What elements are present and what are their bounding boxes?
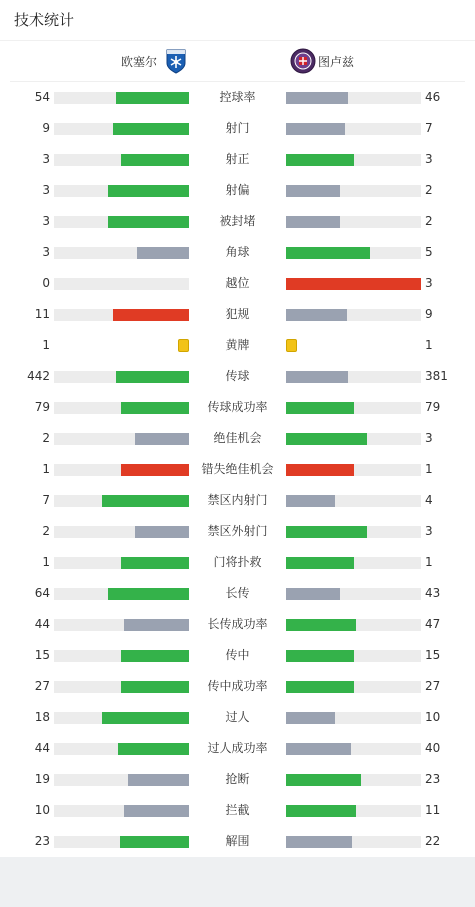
home-value: 7	[42, 493, 50, 507]
stat-row	[0, 175, 475, 206]
home-value: 3	[42, 152, 50, 166]
stat-row	[0, 330, 475, 361]
away-bar	[286, 743, 351, 755]
away-value: 3	[425, 276, 433, 290]
away-bar-track	[286, 526, 421, 538]
home-value: 442	[27, 369, 50, 383]
stat-label: 过人成功率	[207, 741, 268, 755]
stat-row	[0, 268, 475, 299]
away-bar-track	[286, 278, 421, 290]
home-bar	[121, 557, 189, 569]
stat-row	[0, 423, 475, 454]
auxerre-logo-icon	[163, 48, 189, 74]
away-value: 10	[425, 710, 441, 724]
home-value: 3	[42, 183, 50, 197]
away-value: 4	[425, 493, 433, 507]
home-bar	[116, 92, 189, 104]
stat-row	[0, 578, 475, 609]
home-value: 11	[34, 307, 50, 321]
home-value: 3	[42, 214, 50, 228]
stat-label: 犯规	[225, 307, 250, 321]
away-bar	[286, 216, 340, 228]
home-value: 79	[34, 400, 50, 414]
stat-label: 错失绝佳机会	[201, 462, 274, 476]
away-bar	[286, 154, 354, 166]
home-bar	[113, 309, 189, 321]
home-bar-track	[54, 278, 189, 290]
stat-row	[0, 299, 475, 330]
away-value: 22	[425, 834, 441, 848]
away-bar-track	[286, 836, 421, 848]
home-value: 15	[34, 648, 50, 662]
stat-row	[0, 671, 475, 702]
home-bar-track	[54, 774, 189, 786]
away-bar-track	[286, 185, 421, 197]
home-bar-track	[54, 836, 189, 848]
home-value: 1	[42, 338, 50, 352]
stat-row	[0, 733, 475, 764]
home-bar-track	[54, 402, 189, 414]
away-bar	[286, 402, 354, 414]
home-bar-track	[54, 743, 189, 755]
away-bar-track	[286, 495, 421, 507]
home-bar	[121, 650, 189, 662]
stat-row	[0, 826, 475, 857]
home-bar	[128, 774, 189, 786]
stat-row	[0, 795, 475, 826]
away-bar	[286, 588, 340, 600]
stat-row	[0, 361, 475, 392]
home-bar-track	[54, 619, 189, 631]
home-bar-track	[54, 495, 189, 507]
stat-label: 黄牌	[225, 338, 250, 352]
home-bar	[108, 185, 189, 197]
away-value: 2	[425, 183, 433, 197]
away-bar-track	[286, 805, 421, 817]
away-bar-track	[286, 712, 421, 724]
away-bar	[286, 464, 354, 476]
toulouse-logo-icon	[290, 48, 316, 74]
away-value: 3	[425, 431, 433, 445]
away-value: 1	[425, 555, 433, 569]
away-value: 1	[425, 338, 433, 352]
home-bar	[108, 216, 189, 228]
home-bar-track	[54, 247, 189, 259]
stat-label: 射门	[225, 121, 250, 135]
home-team-name: 欧塞尔	[120, 54, 157, 69]
home-bar-track	[54, 123, 189, 135]
stat-label: 解围	[225, 834, 250, 848]
home-bar-track	[54, 464, 189, 476]
away-bar	[286, 247, 370, 259]
home-bar	[124, 805, 189, 817]
away-bar	[286, 526, 367, 538]
away-bar-track	[286, 123, 421, 135]
stat-label: 传中成功率	[207, 679, 268, 693]
home-bar	[137, 247, 189, 259]
home-bar	[118, 743, 189, 755]
home-bar	[116, 371, 189, 383]
home-value: 18	[34, 710, 50, 724]
stat-row	[0, 485, 475, 516]
away-bar	[286, 557, 354, 569]
away-bar-track	[286, 774, 421, 786]
away-bar-track	[286, 743, 421, 755]
stat-row	[0, 113, 475, 144]
home-bar	[135, 526, 189, 538]
home-team[interactable]	[121, 41, 189, 81]
away-bar-track	[286, 557, 421, 569]
home-bar-track	[54, 185, 189, 197]
home-bar-track	[54, 371, 189, 383]
away-bar	[286, 433, 367, 445]
away-bar-track	[286, 464, 421, 476]
home-bar	[124, 619, 189, 631]
away-value: 27	[425, 679, 441, 693]
away-bar-track	[286, 650, 421, 662]
home-bar	[121, 402, 189, 414]
away-bar	[286, 371, 348, 383]
home-value: 54	[34, 90, 50, 104]
away-bar-track	[286, 247, 421, 259]
stat-label: 射偏	[225, 183, 250, 197]
away-value: 9	[425, 307, 433, 321]
home-bar-track	[54, 154, 189, 166]
away-bar	[286, 309, 347, 321]
stat-row	[0, 392, 475, 423]
away-bar	[286, 619, 356, 631]
away-bar	[286, 712, 335, 724]
home-bar-track	[54, 681, 189, 693]
home-bar	[113, 123, 189, 135]
away-value: 43	[425, 586, 441, 600]
stat-label: 射正	[225, 152, 250, 166]
away-bar	[286, 836, 352, 848]
away-value: 47	[425, 617, 441, 631]
home-value: 0	[42, 276, 50, 290]
away-value: 23	[425, 772, 441, 786]
away-value: 79	[425, 400, 441, 414]
away-bar-track	[286, 216, 421, 228]
home-bar-track	[54, 309, 189, 321]
away-bar-track	[286, 402, 421, 414]
stat-row	[0, 702, 475, 733]
stat-label: 被封堵	[219, 214, 256, 228]
away-value: 1	[425, 462, 433, 476]
away-bar	[286, 92, 348, 104]
stat-row	[0, 454, 475, 485]
stat-label: 过人	[225, 710, 250, 724]
home-value: 23	[34, 834, 50, 848]
away-team[interactable]	[290, 41, 354, 81]
stat-row	[0, 82, 475, 113]
stat-row	[0, 516, 475, 547]
stat-label: 长传成功率	[207, 617, 268, 631]
away-value: 40	[425, 741, 441, 755]
home-bar-track	[54, 216, 189, 228]
away-bar-track	[286, 588, 421, 600]
home-value: 44	[34, 741, 50, 755]
away-bar-track	[286, 92, 421, 104]
home-bar-track	[54, 805, 189, 817]
home-bar-track	[54, 557, 189, 569]
home-value: 1	[42, 555, 50, 569]
away-value: 5	[425, 245, 433, 259]
stat-row	[0, 609, 475, 640]
stat-label: 禁区外射门	[207, 524, 268, 538]
stat-label: 禁区内射门	[207, 493, 268, 507]
away-bar-track	[286, 154, 421, 166]
stat-label: 抢断	[225, 772, 250, 786]
stat-row	[0, 764, 475, 795]
away-bar	[286, 278, 421, 290]
away-bar-track	[286, 371, 421, 383]
home-bar	[121, 464, 189, 476]
stat-label: 绝佳机会	[213, 431, 262, 445]
away-value: 381	[425, 369, 448, 383]
away-value: 11	[425, 803, 441, 817]
away-bar-track	[286, 433, 421, 445]
away-value: 15	[425, 648, 441, 662]
home-value: 2	[42, 524, 50, 538]
stat-label: 传球成功率	[207, 400, 268, 414]
away-bar-track	[286, 619, 421, 631]
away-bar	[286, 774, 361, 786]
stat-row	[0, 547, 475, 578]
stat-label: 传中	[225, 648, 250, 662]
away-bar	[286, 185, 340, 197]
away-value: 7	[425, 121, 433, 135]
stat-row	[0, 206, 475, 237]
yellow-card-icon	[178, 339, 189, 352]
away-bar-track	[286, 309, 421, 321]
home-bar	[108, 588, 189, 600]
away-value: 3	[425, 152, 433, 166]
home-bar	[121, 681, 189, 693]
section-title: 技术统计	[14, 11, 75, 29]
stat-row	[0, 640, 475, 671]
home-bar	[120, 836, 189, 848]
away-bar	[286, 681, 354, 693]
stat-label: 越位	[225, 276, 250, 290]
home-value: 10	[34, 803, 50, 817]
home-value: 2	[42, 431, 50, 445]
away-team-name: 图卢兹	[318, 54, 355, 69]
home-value: 1	[42, 462, 50, 476]
home-bar-track	[54, 92, 189, 104]
home-bar	[135, 433, 189, 445]
home-value: 9	[42, 121, 50, 135]
yellow-card-icon	[286, 339, 297, 352]
away-value: 46	[425, 90, 441, 104]
teams-header	[0, 41, 475, 81]
away-value: 3	[425, 524, 433, 538]
away-bar	[286, 495, 335, 507]
home-bar-track	[54, 588, 189, 600]
home-value: 64	[34, 586, 50, 600]
away-bar	[286, 123, 345, 135]
home-bar-track	[54, 526, 189, 538]
stat-label: 传球	[225, 369, 250, 383]
away-bar-track	[286, 681, 421, 693]
stat-row	[0, 237, 475, 268]
away-value: 2	[425, 214, 433, 228]
home-bar	[121, 154, 189, 166]
away-bar	[286, 650, 354, 662]
stat-row	[0, 144, 475, 175]
stat-label: 长传	[225, 586, 250, 600]
stat-label: 角球	[225, 245, 250, 259]
away-bar	[286, 805, 356, 817]
home-bar-track	[54, 433, 189, 445]
home-bar	[102, 712, 189, 724]
home-bar-track	[54, 712, 189, 724]
home-value: 27	[34, 679, 50, 693]
home-bar	[102, 495, 189, 507]
home-value: 19	[34, 772, 50, 786]
stat-label: 控球率	[219, 90, 256, 104]
home-bar-track	[54, 650, 189, 662]
stat-label: 门将扑救	[213, 555, 262, 569]
stat-label: 拦截	[225, 803, 250, 817]
home-value: 44	[34, 617, 50, 631]
home-value: 3	[42, 245, 50, 259]
